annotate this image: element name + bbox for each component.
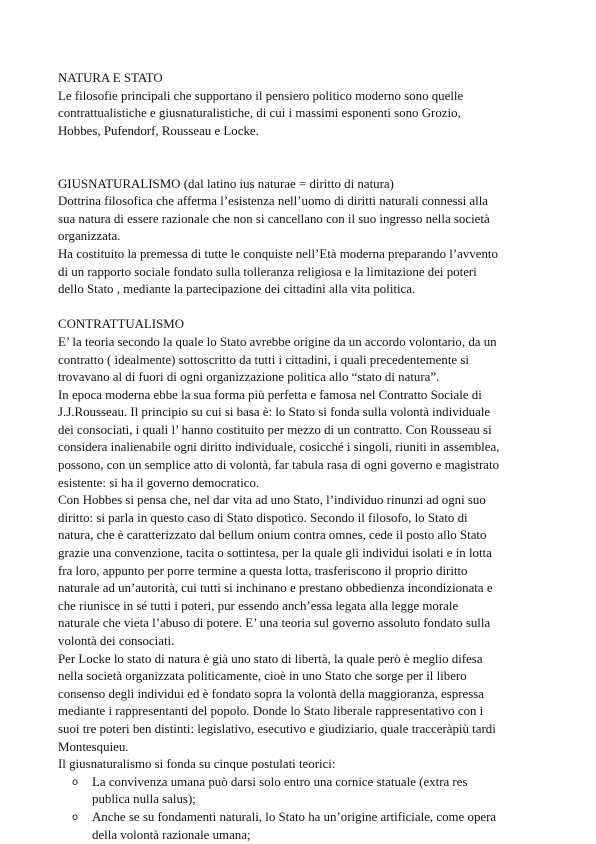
text-line: Con Hobbes si pensa che, nel dar vita ad uno Stato, l’individuo rinunzi ad ogni suo <box>58 493 486 508</box>
list-item <box>58 774 542 809</box>
text-line: naturale ad un’autorità, cui tutti si inchinano e prestano obbedienza incondizionata e <box>58 581 493 596</box>
text-line: esistente: si ha il governo democratico. <box>58 475 260 490</box>
bullet-marker: o <box>72 776 79 788</box>
text-line: Hobbes, Pufendorf, Rousseau e Locke. <box>58 123 259 138</box>
bullet-marker: o <box>72 811 79 823</box>
spacer <box>58 140 542 175</box>
spacer <box>58 299 542 317</box>
text-line: In epoca moderna ebbe la sua forma più perfetta e famosa nel Contratto Sociale di <box>58 387 482 402</box>
text-line: Montesquieu. <box>58 739 129 754</box>
text-line: J.J.Rousseau. Il principio su cui si basa è: lo Stato si fonda sulla volontà individuale <box>58 405 491 420</box>
text-line: Anche se su fondamenti naturali, lo Stato ha un’origine artificiale, come opera <box>92 809 497 824</box>
text-line: fra loro, appunto per porre termine a questa lotta, trasferiscono il proprio diritto <box>58 563 468 578</box>
section-contrattualismo <box>58 316 542 844</box>
section-heading: GIUSNATURALISMO (dal latino ius naturae = diritto di natura) <box>58 176 394 191</box>
text-line: che riunisce in sé tutti i poteri, pur essendo anch’essa legata alla legge morale <box>58 598 459 613</box>
text-line: della volontà razionale umana; <box>92 827 251 842</box>
text-line: Dottrina filosofica che afferma l’esistenza nell’uomo di diritti naturali connessi alla <box>58 194 489 209</box>
text-line: Il giusnaturalismo si fonda su cinque postulati teorici: <box>58 757 336 772</box>
text-line: Le filosofie principali che supportano il pensiero politico moderno sono quelle <box>58 88 464 103</box>
text-line: naturale che vieta l’abuso di potere. E’ una teoria sul governo assoluto fondato sulla <box>58 616 491 631</box>
text-line: considera inalienabile ogni diritto individuale, cosicché i singoli, riuniti in assemblea, <box>58 440 500 455</box>
document-page <box>58 70 542 844</box>
text-line: contrattualistiche e giusnaturalistiche, di cui i massimi esponenti sono Grozio, <box>58 106 461 121</box>
text-line: mediante i rappresentanti del popolo. Donde lo Stato liberale rappresentativo con i <box>58 704 484 719</box>
text-line: contratto ( idealmente) sottoscritto da tutti i cittadini, i quali precedentemente si <box>58 352 469 367</box>
section-heading: NATURA E STATO <box>58 71 163 85</box>
section-giusnaturalismo <box>58 176 542 299</box>
text-line: natura, che è caratterizzato dal bellum onium contra omnes, cede il posto allo Stato <box>58 528 487 543</box>
text-line: publica nulla salus); <box>92 792 196 807</box>
text-line: suoi tre poteri ben distinti: legislativo, esecutivo e giudiziario, quale tracceràpiù tardi <box>58 721 496 736</box>
text-line: sua natura di essere razionale che non si cancellano con il suo ingresso nella società <box>58 211 490 226</box>
text-line: diritto: si parla in questo caso di Stato dispotico. Secondo il filosofo, lo Stato di <box>58 510 468 525</box>
text-line: Ha costituito la premessa di tutte le conquiste nell’Età moderna preparando l’avvento <box>58 246 498 261</box>
text-line: grazie una convenzione, tacita o sottintesa, per la quale gli individui isolati e in lotta <box>58 546 492 561</box>
text-line: dello Stato , mediante la partecipazione dei cittadini alla vita politica. <box>58 282 416 297</box>
text-line: organizzata. <box>58 229 121 244</box>
text-line: possono, con un semplice atto di volontà, far tabula rasa di ogni governo e magistrato <box>58 458 500 473</box>
postulates-list <box>58 774 542 844</box>
text-line: di un rapporto sociale fondato sulla tolleranza religiosa e la limitazione dei poteri <box>58 264 477 279</box>
text-line: nella società organizzata politicamente, cioè in uno Stato che sorge per il libero <box>58 669 467 684</box>
text-line: volontà dei consociati. <box>58 634 175 648</box>
list-item <box>58 809 542 844</box>
text-line: La convivenza umana può darsi solo entro una cornice statuale (extra res <box>92 774 468 789</box>
text-line: dei consociati, i quali l’ hanno costituito per mezzo di un contratto. Con Rousseau si <box>58 422 492 437</box>
section-heading: CONTRATTUALISMO <box>58 317 185 332</box>
text-line: trovavano al di fuori di ogni organizzazione politica allo “stato di natura”. <box>58 370 440 385</box>
text-line: Per Locke lo stato di natura è già uno stato di libertà, la quale però è meglio difesa <box>58 651 483 666</box>
text-line: E’ la teoria secondo la quale lo Stato avrebbe origine da un accordo volontario, da un <box>58 334 497 349</box>
section-natura <box>58 70 542 140</box>
text-line: consenso degli individui ed è fondato sopra la volontà della maggioranza, espressa <box>58 686 484 701</box>
